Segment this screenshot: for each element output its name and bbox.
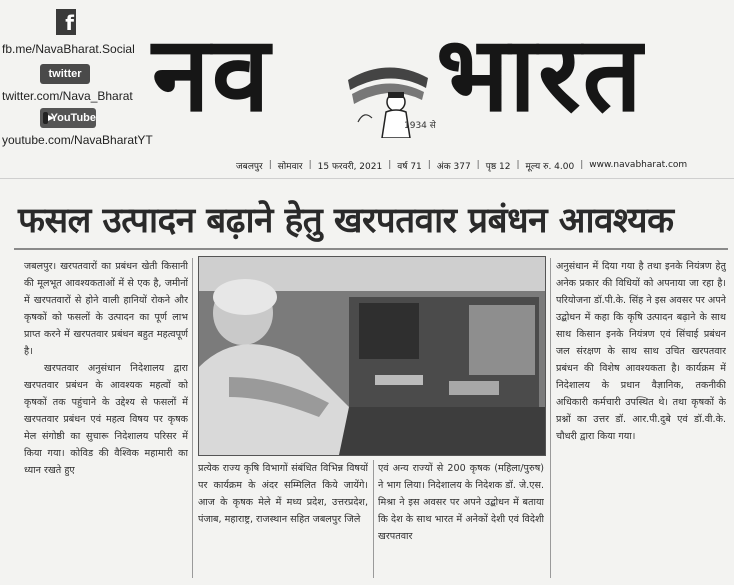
dateline-volume: वर्ष 71 (397, 161, 422, 172)
article-column-2: प्रत्येक राज्य कृषि विभागों संबंधित विभिन्न विषयों पर कार्यक्रम के अंदर सम्मिलित किये जायेंगे। आज के कृषक मेले में मध्य प्रदेश, उत्तरप्रदेश, पंजाब, महाराष्ट्र, राजस्थान सहित जबलपुर जिले (198, 463, 368, 525)
dateline: जबलपुर | सोमवार | 15 फरवरी, 2021 | वर्ष 71 | अंक 377 | पृष्ठ 12 | मूल्य रु. 4.00 | www.navabharat.com (236, 160, 688, 172)
masthead-word-bharat: भारत (436, 13, 644, 135)
headline-rule (14, 248, 728, 250)
youtube-icon (40, 108, 96, 128)
column-divider (192, 258, 193, 578)
column-divider (373, 460, 374, 578)
dateline-city: जबलपुर (236, 161, 263, 172)
dateline-website: www.navabharat.com (589, 160, 688, 170)
youtube-play-icon (43, 112, 48, 124)
masthead-divider (0, 178, 734, 179)
masthead-word-nav: नव (152, 13, 272, 135)
dateline-date: 15 फरवरी, 2021 (317, 161, 383, 172)
social-links-panel (0, 0, 153, 150)
article-column-4: अनुसंधान में दिया गया है तथा इनके नियंत्रण हेतु अनेक प्रकार की विधियों को अपनाया जा रहा है। परियोजना डॉ.पी.के. सिंह ने इस अवसर पर अपने उद्बोधन में कहा कि कृषि उत्पादन बढ़ाने के साथ साथ किसान इनके नियंत्रण एवं सिंचाई प्रबंधन जल संरक्षण के साथ साथ उचित खरपतवार प्रबंधन की विशेष आवश्यकता है। कार्यक्रम में निदेशालय के प्रधान वैज्ञानिक, तकनीकी अधिकारी कर्मचारी उपस्थित थे। तथा कृषकों के प्रश्नों का उत्तर डॉ. आर.पी.दुबे एवं डॉ.वी.के. चौधरी द्वारा किया गया। (556, 261, 726, 442)
youtube-badge-label: YouTube (50, 112, 96, 124)
article-photo (198, 256, 546, 456)
twitter-icon: twitter (40, 64, 90, 84)
article-column-1 (24, 258, 188, 578)
column-divider (550, 258, 551, 578)
facebook-url: fb.me/NavaBharat.Social (2, 42, 135, 56)
article-column-3: एवं अन्य राज्यों से 200 कृषक (महिला/पुरुष) ने भाग लिया। निदेशालय के निदेशक डॉ. जे.एस. मिश्रा ने इस अवसर पर अपने उद्बोधन में बताया कि देश के साथ भारत में अनेकों देशी एवं विदेशी खरपतवार (378, 463, 544, 542)
facebook-icon: f (56, 9, 76, 35)
article-paragraph: खरपतवार अनुसंधान निदेशालय द्वारा खरपतवार प्रबंधन के आवश्यक महत्वों को कृषकों तक पहुंचाने के उद्देश्य से फसलों में खरपतवार प्रबंधन एवं महत्व विषय पर कृषक मेल संगोष्ठी का सुचारू निदेशालय परिसर में किया गया। कोविड की वैश्विक महामारी का ध्यान रखते हुए (24, 363, 188, 476)
dateline-pages: पृष्ठ 12 (485, 161, 511, 172)
article-headline: फसल उत्पादन बढ़ाने हेतु खरपतवार प्रबंधन आवश्यक (18, 201, 674, 241)
article-paragraph: जबलपुर। खरपतवारों का प्रबंधन खेती किसानी की मूलभूत आवश्यकताओं में से एक है, जमीनों में खरपतवारों से होने वाली हानियों रोकने और कृषकों को फसलों के उत्पादन का पूर्ण लाभ प्राप्त करने में खरपतवार प्रबंधन बहुत महत्वपूर्ण है। (24, 261, 188, 357)
dateline-issue: अंक 377 (436, 161, 471, 172)
dateline-price: मूल्य रु. 4.00 (525, 161, 575, 172)
youtube-url: youtube.com/NavaBharatYT (2, 133, 153, 147)
emblem-year: 1934 से (404, 121, 436, 131)
dateline-day: सोमवार (277, 161, 303, 172)
twitter-url: twitter.com/Nava_Bharat (2, 89, 133, 103)
